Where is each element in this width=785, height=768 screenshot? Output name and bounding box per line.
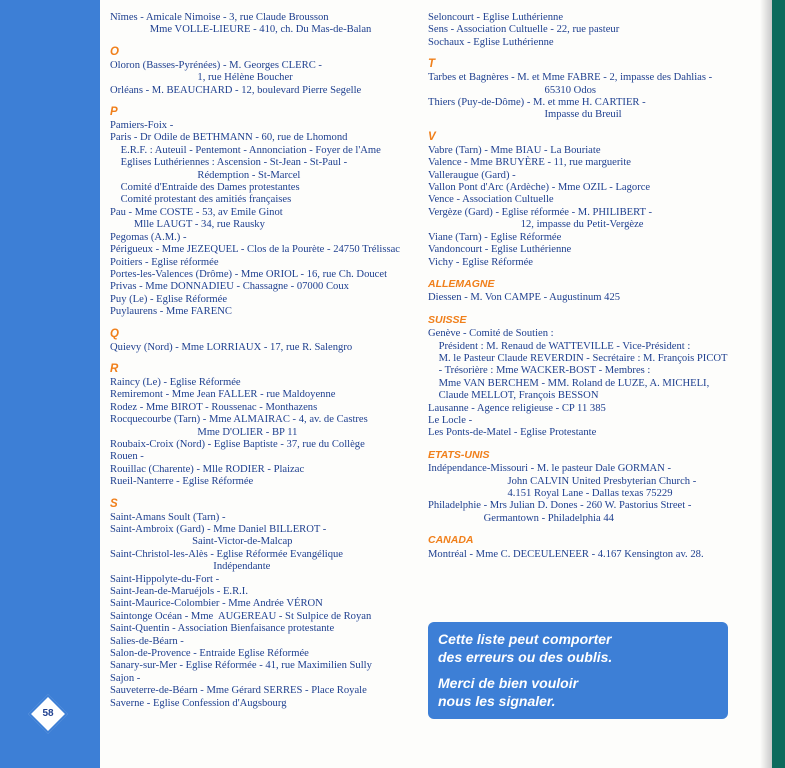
address-entry: Portes-les-Valences (Drôme) - Mme ORIOL - 16, rue Ch. Doucet [110,268,388,280]
address-entry: M. le Pasteur Claude REVERDIN - Secrétaire : M. François PICOT [428,352,728,364]
address-entry: Roubaix-Croix (Nord) - Eglise Baptiste - 37, rue du Collège [110,438,365,450]
address-entry: Mme D'OLIER - BP 11 [110,426,298,438]
address-entry: Pegomas (A.M.) - [110,231,187,243]
country-heading: ETATS-UNIS [428,448,490,461]
address-entry: Rouillac (Charente) - Mlle RODIER - Plaizac [110,463,305,475]
address-entry: Tarbes et Bagnères - M. et Mme FABRE - 2, impasse des Dahlias - [428,72,713,84]
notice-line: des erreurs ou des oublis. [438,649,613,665]
address-entry: Poitiers - Eglise réformée [110,256,219,268]
address-entry: Rocquecourbe (Tarn) - Mme ALMAIRAC - 4, av. de Castres [110,414,368,426]
address-entry: Président : M. Renaud de WATTEVILLE - Vice-Président : [428,340,691,352]
address-entry: Valleraugue (Gard) - [428,169,516,181]
address-entry: Valence - Mme BRUYÈRE - 11, rue marguerite [428,157,631,169]
country-heading: SUISSE [428,313,467,326]
address-entry: - Trésorière : Mme WACKER-BOST - Membres : [428,365,651,377]
notice-box [428,622,728,719]
page-gutter-shadow [760,0,772,768]
address-entry: Saint-Amans Soult (Tarn) - [110,511,226,523]
address-entry: Nîmes - Amicale Nimoise - 3, rue Claude Brousson [110,12,329,23]
notice-line: Merci de bien vouloir [438,675,579,691]
notice-line: Cette liste peut comporter [438,631,612,647]
address-entry: Saint-Christol-les-Alès - Eglise Réformée Evangélique [110,548,344,560]
next-page-edge [772,0,785,768]
address-entry: Germantown - Philadelphia 44 [428,512,614,524]
section-letter-heading: O [110,45,119,58]
page-number: 58 [42,708,54,719]
address-entry: Puy (Le) - Eglise Réformée [110,293,228,305]
address-entry: John CALVIN United Presbyterian Church - [428,475,697,487]
address-column-right [428,12,746,561]
address-entry: 1, rue Hélène Boucher [110,72,293,84]
address-entry: Sanary-sur-Mer - Eglise Réformée - 41, rue Maximilien Sully [110,660,372,672]
address-entry: 12, impasse du Petit-Vergèze [428,219,644,231]
address-entry: Rueil-Nanterre - Eglise Réformée [110,476,254,488]
section-letter-heading: R [110,362,119,375]
country-heading: CANADA [428,534,474,547]
address-entry: E.R.F. : Auteuil - Pentemont - Annonciation - Foyer de l'Ame [110,144,381,156]
address-entry: Paris - Dr Odile de BETHMANN - 60, rue de Lhomond [110,132,348,144]
address-entry: Comité protestant des amitiés françaises [110,194,292,206]
address-entry: Orléans - M. BEAUCHARD - 12, boulevard Pierre Segelle [110,84,362,96]
address-entry: Saint-Hippolyte-du-Fort - [110,573,220,585]
address-entry: Indépendante [110,561,271,573]
address-entry: Vandoncourt - Eglise Luthérienne [428,244,572,256]
address-entry: Genève - Comité de Soutien : [428,328,554,340]
address-entry: Salies-de-Béarn - [110,635,184,647]
address-entry: Thiers (Puy-de-Dôme) - M. et mme H. CARTIER - [428,97,646,109]
address-entry: Saint-Maurice-Colombier - Mme Andrée VÉRON [110,598,323,610]
address-entry: Remiremont - Mme Jean FALLER - rue Maldoyenne [110,389,336,401]
notice-line: nous les signaler. [438,693,556,709]
address-entry: Impasse du Breuil [428,109,622,121]
address-entry: Pamiers-Foix - [110,120,174,132]
section-letter-heading: V [428,130,436,143]
address-entry: Vallon Pont d'Arc (Ardèche) - Mme OZIL - Lagorce [428,182,651,194]
address-entry: Seloncourt - Eglise Luthérienne [428,12,564,23]
address-entry: Rodez - Mme BIROT - Roussenac - Monthazens [110,401,318,413]
address-entry: Vence - Association Cultuelle [428,194,554,206]
address-entry: Quievy (Nord) - Mme LORRIAUX - 17, rue R. Salengro [110,341,353,353]
address-entry: Comité d'Entraide des Dames protestantes [110,182,300,194]
address-entry: Lausanne - Agence religieuse - CP 11 385 [428,402,606,414]
address-entry: Périgueux - Mme JEZEQUEL - Clos de la Pourète - 24750 Trélissac [110,244,401,256]
section-letter-heading: S [110,497,118,510]
section-letter-heading: P [110,106,118,119]
address-entry: Les Ponts-de-Matel - Eglise Protestante [428,427,597,439]
address-entry: Claude MELLOT, François BESSON [428,390,599,402]
address-entry: Vabre (Tarn) - Mme BIAU - La Bouriate [428,144,601,156]
address-entry: Philadelphie - Mrs Julian D. Dones - 260 W. Pastorius Street - [428,500,692,512]
address-entry: Le Locle - [428,414,473,426]
address-entry: 4.151 Royal Lane - Dallas texas 75229 [428,488,673,499]
address-entry: Sajon - [110,672,141,684]
address-entry: Eglises Luthériennes : Ascension - St-Jean - St-Paul - [110,157,348,169]
address-entry: Sochaux - Eglise Luthérienne [428,36,554,48]
address-entry: Viane (Tarn) - Eglise Réformée [428,231,562,243]
section-letter-heading: T [428,58,436,71]
address-entry: Vergèze (Gard) - Eglise réformée - M. PHILIBERT - [428,206,653,218]
address-entry: Indépendance-Missouri - M. le pasteur Dale GORMAN - [428,463,672,475]
address-entry: Saintonge Océan - Mme AUGEREAU - St Sulpice de Royan [110,610,372,622]
address-entry: Saverne - Eglise Confession d'Augsbourg [110,697,287,709]
address-column-left [110,12,418,710]
address-entry: Privas - Mme DONNADIEU - Chassagne - 07000 Coux [110,281,349,293]
address-entry: Vichy - Eglise Réformée [428,256,533,268]
address-entry: Sens - Association Cultuelle - 22, rue pasteur [428,24,620,36]
address-entry: Pau - Mme COSTE - 53, av Emile Ginot [110,206,283,218]
address-entry: Oloron (Basses-Pyrénées) - M. Georges CLERC - [110,59,322,71]
address-entry: Rédemption - St-Marcel [110,169,301,181]
address-entry: Montréal - Mme C. DECEULENEER - 4.167 Kensington av. 28. [428,548,704,560]
address-entry: Saint-Ambroix (Gard) - Mme Daniel BILLEROT - [110,524,327,535]
left-blue-band [0,0,100,768]
address-entry: Mme VAN BERCHEM - MM. Roland de LUZE, A. MICHELI, [428,377,710,389]
country-heading: ALLEMAGNE [428,277,495,290]
address-entry: Sauveterre-de-Béarn - Mme Gérard SERRES - Place Royale [110,685,367,697]
address-entry: 65310 Odos [428,84,597,96]
address-entry: Saint-Victor-de-Malcap [110,536,293,548]
section-letter-heading: Q [110,327,119,340]
address-entry: Mlle LAUGT - 34, rue Rausky [110,219,265,231]
address-entry: Saint-Jean-de-Maruéjols - E.R.I. [110,586,248,598]
address-entry: Mme VOLLE-LIEURE - 410, ch. Du Mas-de-Balan [110,24,372,36]
address-entry: Salon-de-Provence - Entraide Eglise Réformée [110,648,309,660]
address-entry: Diessen - M. Von CAMPE - Augustinum 425 [428,292,621,304]
address-entry: Raincy (Le) - Eglise Réformée [110,376,241,388]
address-entry: Saint-Quentin - Association Bienfaisance protestante [110,623,335,635]
address-entry: Puylaurens - Mme FARENC [110,306,232,318]
address-entry: Rouen - [110,451,144,463]
